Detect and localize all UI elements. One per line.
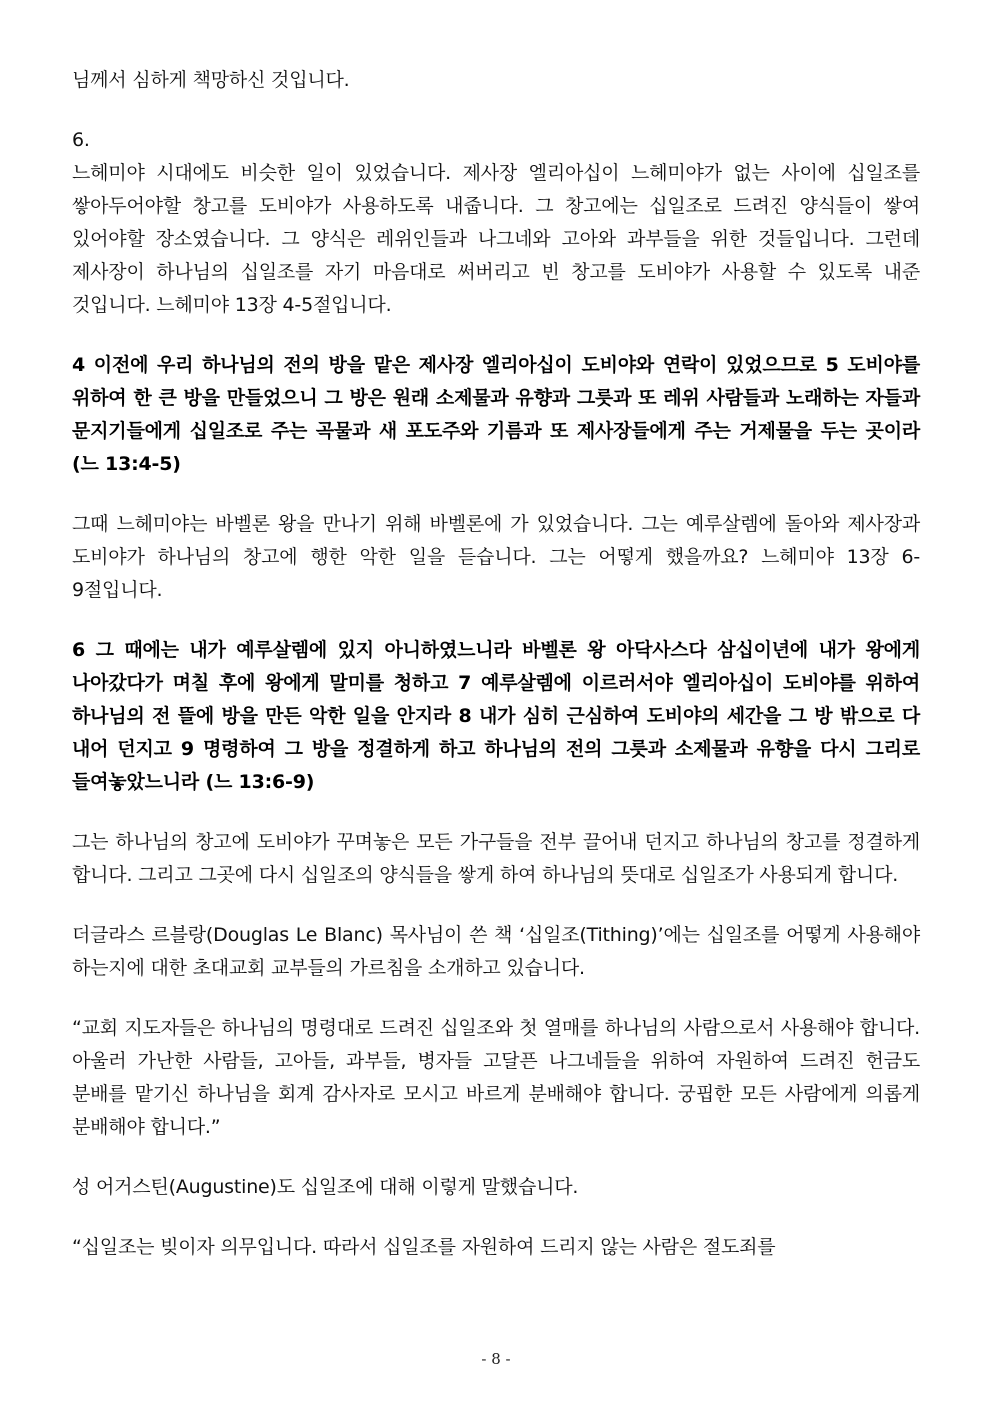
scripture-quote-nehemiah-13-6-9: 6 그 때에는 내가 예루살렘에 있지 아니하였느니라 바벨론 왕 아닥사스다 삼십이년에 내가 왕에게 나아갔다가 며칠 후에 왕에게 말미를 청하고 7 예루살렘에 이르러서야 엘리아십이 도비야를 위하여 하나님의 전 뜰에 방을 만든 악한 일을 안지라 8 내가 심히 근심하여 도비야의 세간을 그 방 밖으로 다 내어 던지고 9 명령하여 그 방을 정결하게 하고 하나님의 전의 그릇과 소제물과 유향을 다시 그리로 들여놓았느니라 (느 13:6-9) [72, 639, 920, 793]
scripture-quote-nehemiah-13-4-5: 4 이전에 우리 하나님의 전의 방을 맡은 제사장 엘리아십이 도비야와 연락이 있었으므로 5 도비야를 위하여 한 큰 방을 만들었으니 그 방은 원래 소제물과 유향과 그릇과 또 레위 사람들과 노래하는 자들과 문지기들에게 십일조로 주는 곡물과 새 포도주와 기름과 또 제사장들에게 주는 거제물을 두는 곳이라 (느 13:4-5) [72, 354, 920, 475]
paragraph-augustine: 성 어거스틴(Augustine)도 십일조에 대해 이렇게 말했습니다. [72, 1176, 579, 1198]
quote-augustine: “십일조는 빚이자 의무입니다. 따라서 십일조를 자원하여 드리지 않는 사람은 절도죄를 [72, 1236, 776, 1258]
paragraph-nehemiah-context: 느헤미야 시대에도 비슷한 일이 있었습니다. 제사장 엘리아십이 느헤미야가 없는 사이에 십일조를 쌓아두어야할 창고를 도비야가 사용하도록 내줍니다. 그 창고에는 십일조로 드려진 양식들이 쌓여 있어야할 장소였습니다. 그 양식은 레위인들과 나그네와 고아와 과부들을 위한 것들입니다. 그런데 제사장이 하나님의 십일조를 자기 마음대로 써버리고 빈 창고를 도비야가 사용할 수 있도록 내준 것입니다. 느헤미야 13장 4-5절입니다. [72, 162, 920, 316]
paragraph-continuation: 님께서 심하게 책망하신 것입니다. [72, 69, 350, 91]
document-page [72, 64, 920, 1291]
section-number: 6. [72, 129, 90, 151]
page-number: - 8 - [481, 1350, 511, 1368]
paragraph-le-blanc: 더글라스 르블랑(Douglas Le Blanc) 목사님이 쓴 책 ‘십일조(Tithing)’에는 십일조를 어떻게 사용해야 하는지에 대한 초대교회 교부들의 가르침을 소개하고 있습니다. [72, 924, 920, 979]
quote-church-fathers: “교회 지도자들은 하나님의 명령대로 드려진 십일조와 첫 열매를 하나님의 사람으로서 사용해야 합니다. 아울러 가난한 사람들, 고아들, 과부들, 병자들 고달픈 나그네들을 위하여 자원하여 드려진 헌금도 분배를 맡기신 하나님을 회계 감사자로 모시고 바르게 분배해야 합니다. 궁핍한 모든 사람에게 의롭게 분배해야 합니다.” [72, 1017, 920, 1138]
paragraph-cleansing: 그는 하나님의 창고에 도비야가 꾸며놓은 모든 가구들을 전부 끌어내 던지고 하나님의 창고를 정결하게 합니다. 그리고 그곳에 다시 십일조의 양식들을 쌓게 하여 하나님의 뜻대로 십일조가 사용되게 합니다. [72, 831, 920, 886]
paragraph-nehemiah-return: 그때 느헤미야는 바벨론 왕을 만나기 위해 바벨론에 가 있었습니다. 그는 예루살렘에 돌아와 제사장과 도비야가 하나님의 창고에 행한 악한 일을 듣습니다. 그는 어떻게 했을까요? 느헤미야 13장 6-9절입니다. [72, 513, 920, 601]
